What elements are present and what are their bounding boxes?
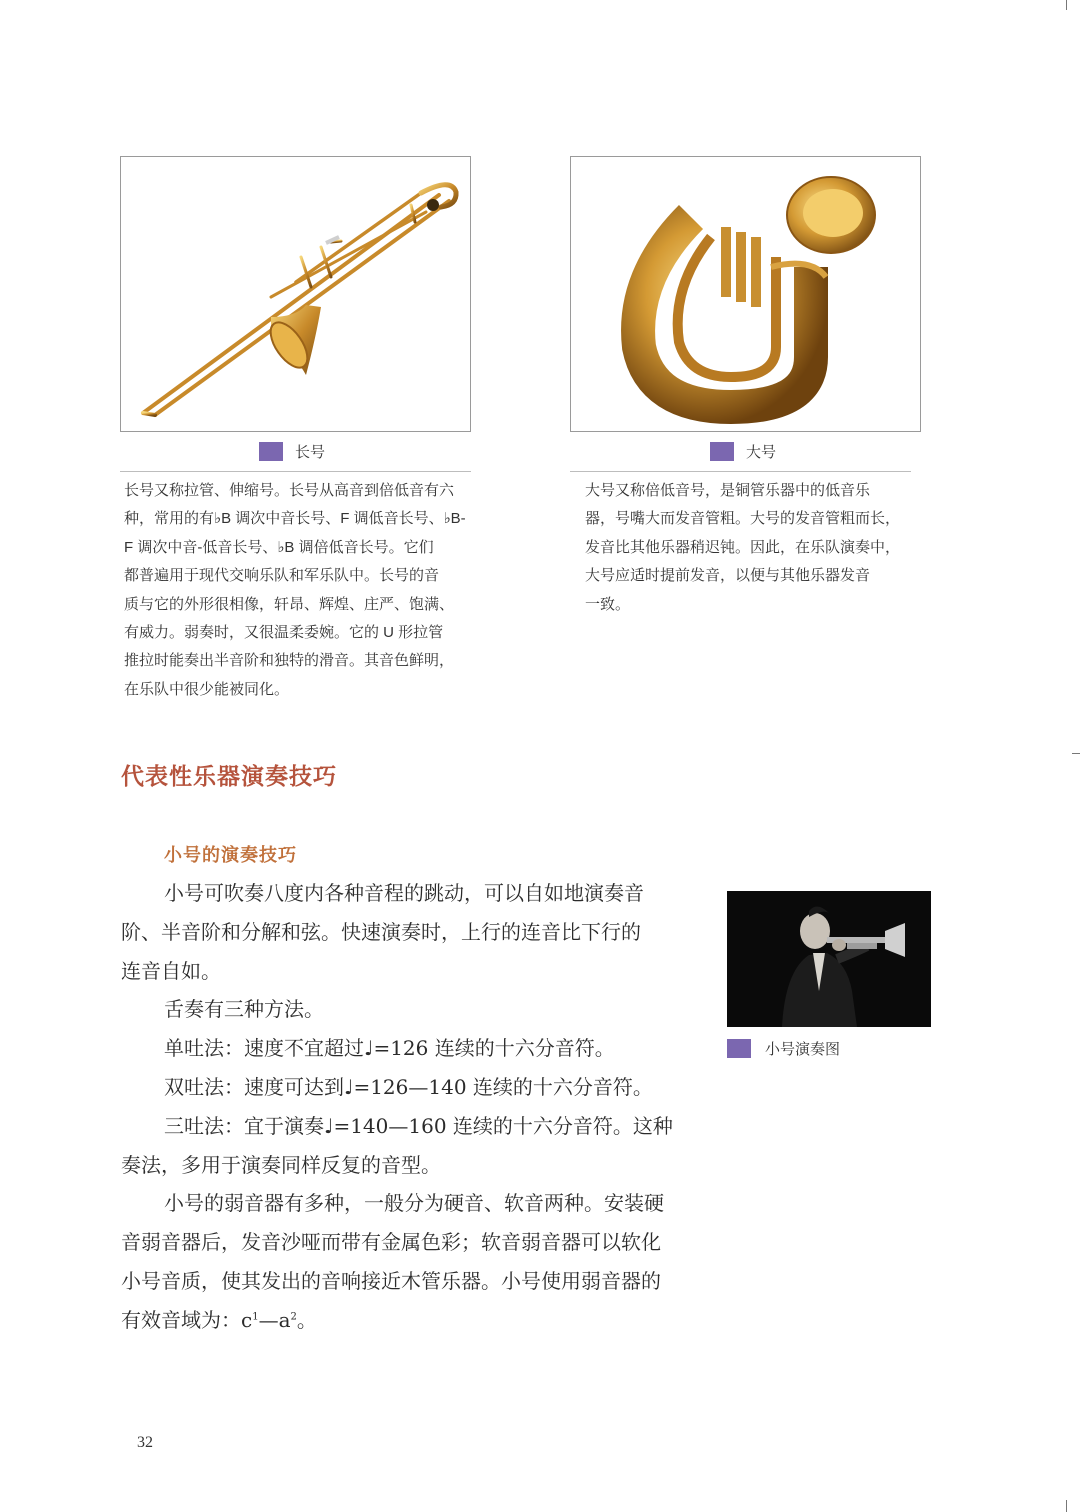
trombone-caption	[259, 441, 325, 462]
desc-line: 质与它的外形很相像，轩昂、辉煌、庄严、饱满、	[124, 595, 455, 613]
body-line: 奏法，多用于演奏同样反复的音型。	[121, 1152, 441, 1177]
trombone-image	[120, 156, 471, 432]
caption-swatch	[259, 442, 283, 461]
body-line: 舌奏有三种方法。	[164, 997, 324, 1022]
body-line: 阶、半音阶和分解和弦。快速演奏时，上行的连音比下行的	[121, 919, 641, 944]
subsection-title: 小号的演奏技巧	[164, 845, 297, 865]
range-sup-2: 2	[290, 1311, 297, 1323]
tuba-image	[570, 156, 921, 432]
single-tongue-tempo: =126 连续的十六分音符。	[373, 1036, 615, 1061]
tuba-description	[585, 477, 920, 619]
caption-swatch	[710, 442, 734, 461]
range-suffix: 。	[296, 1307, 317, 1332]
range-prefix: 有效音域为：c	[121, 1307, 253, 1332]
range-line	[121, 1301, 701, 1340]
double-tongue-tempo: =126—140 连续的十六分音符。	[353, 1074, 653, 1099]
single-tongue-label: 单吐法：速度不宜超过	[164, 1036, 364, 1061]
triple-tongue-tempo: =140—160 连续的十六分音符。这种	[333, 1113, 673, 1138]
body-line: 连音自如。	[121, 958, 221, 983]
desc-line: 器，号嘴大而发音管粗。大号的发音管粗而长，	[585, 510, 901, 528]
quarter-note-icon: ♩	[324, 1113, 334, 1138]
desc-line: 一致。	[585, 595, 631, 613]
double-tongue-line	[121, 1068, 701, 1107]
desc-line: 在乐队中很少能被同化。	[124, 680, 290, 698]
tuba-illustration	[571, 157, 921, 432]
trumpet-player-photo	[727, 891, 931, 1027]
caption-swatch	[727, 1039, 751, 1058]
tuba-caption	[710, 441, 776, 462]
desc-line: 大号又称倍低音号，是铜管乐器中的低音乐	[585, 482, 871, 499]
body-text	[121, 874, 701, 1340]
range-mid: —a	[258, 1307, 291, 1332]
desc-line: 发音比其他乐器稍迟钝。因此，在乐队演奏中，	[585, 538, 901, 556]
desc-line: 长号又称拉管、伸缩号。长号从高音到倍低音有六	[124, 482, 455, 499]
trombone-caption-rule	[120, 471, 471, 472]
trombone-description	[124, 477, 476, 704]
quarter-note-icon: ♩	[344, 1074, 354, 1099]
photo-caption	[727, 1038, 840, 1059]
trombone-caption-text: 长号	[295, 444, 326, 461]
body-line: 音弱音器后，发音沙哑而带有金属色彩；软音弱音器可以软化	[121, 1230, 661, 1255]
section-title: 代表性乐器演奏技巧	[121, 763, 337, 790]
desc-line: 种，常用的有♭B 调次中音长号、F 调低音长号、♭B-	[124, 510, 466, 528]
crop-mark-bottom	[1066, 1500, 1067, 1512]
crop-mark-top	[1066, 0, 1067, 10]
page-number: 32	[137, 1434, 153, 1451]
body-line: 小号音质，使其发出的音响接近木管乐器。小号使用弱音器的	[121, 1268, 661, 1293]
tuba-caption-text: 大号	[746, 444, 777, 461]
crop-mark-mid	[1072, 753, 1080, 754]
range-sup-1: 1	[252, 1311, 259, 1323]
single-tongue-line	[121, 1029, 701, 1068]
triple-tongue-label: 三吐法：宜于演奏	[164, 1113, 324, 1138]
tuba-caption-rule	[570, 471, 911, 472]
desc-line: 推拉时能奏出半音阶和独特的滑音。其音色鲜明，	[124, 652, 455, 670]
desc-line: F 调次中音-低音长号、♭B 调倍低音长号。它们	[124, 538, 434, 556]
double-tongue-label: 双吐法：速度可达到	[164, 1074, 344, 1099]
trumpet-player-illustration	[727, 891, 931, 1027]
triple-tongue-line	[121, 1107, 701, 1146]
desc-line: 大号应适时提前发音，以便与其他乐器发音	[585, 567, 871, 585]
photo-caption-text: 小号演奏图	[765, 1041, 841, 1058]
body-line: 小号的弱音器有多种，一般分为硬音、软音两种。安装硬	[164, 1191, 664, 1216]
quarter-note-icon: ♩	[364, 1036, 374, 1061]
body-line: 小号可吹奏八度内各种音程的跳动，可以自如地演奏音	[164, 881, 644, 905]
desc-line: 有威力。弱奏时，又很温柔委婉。它的 U 形拉管	[124, 624, 444, 642]
trombone-illustration	[121, 157, 471, 432]
desc-line: 都普遍用于现代交响乐队和军乐队中。长号的音	[124, 567, 440, 585]
